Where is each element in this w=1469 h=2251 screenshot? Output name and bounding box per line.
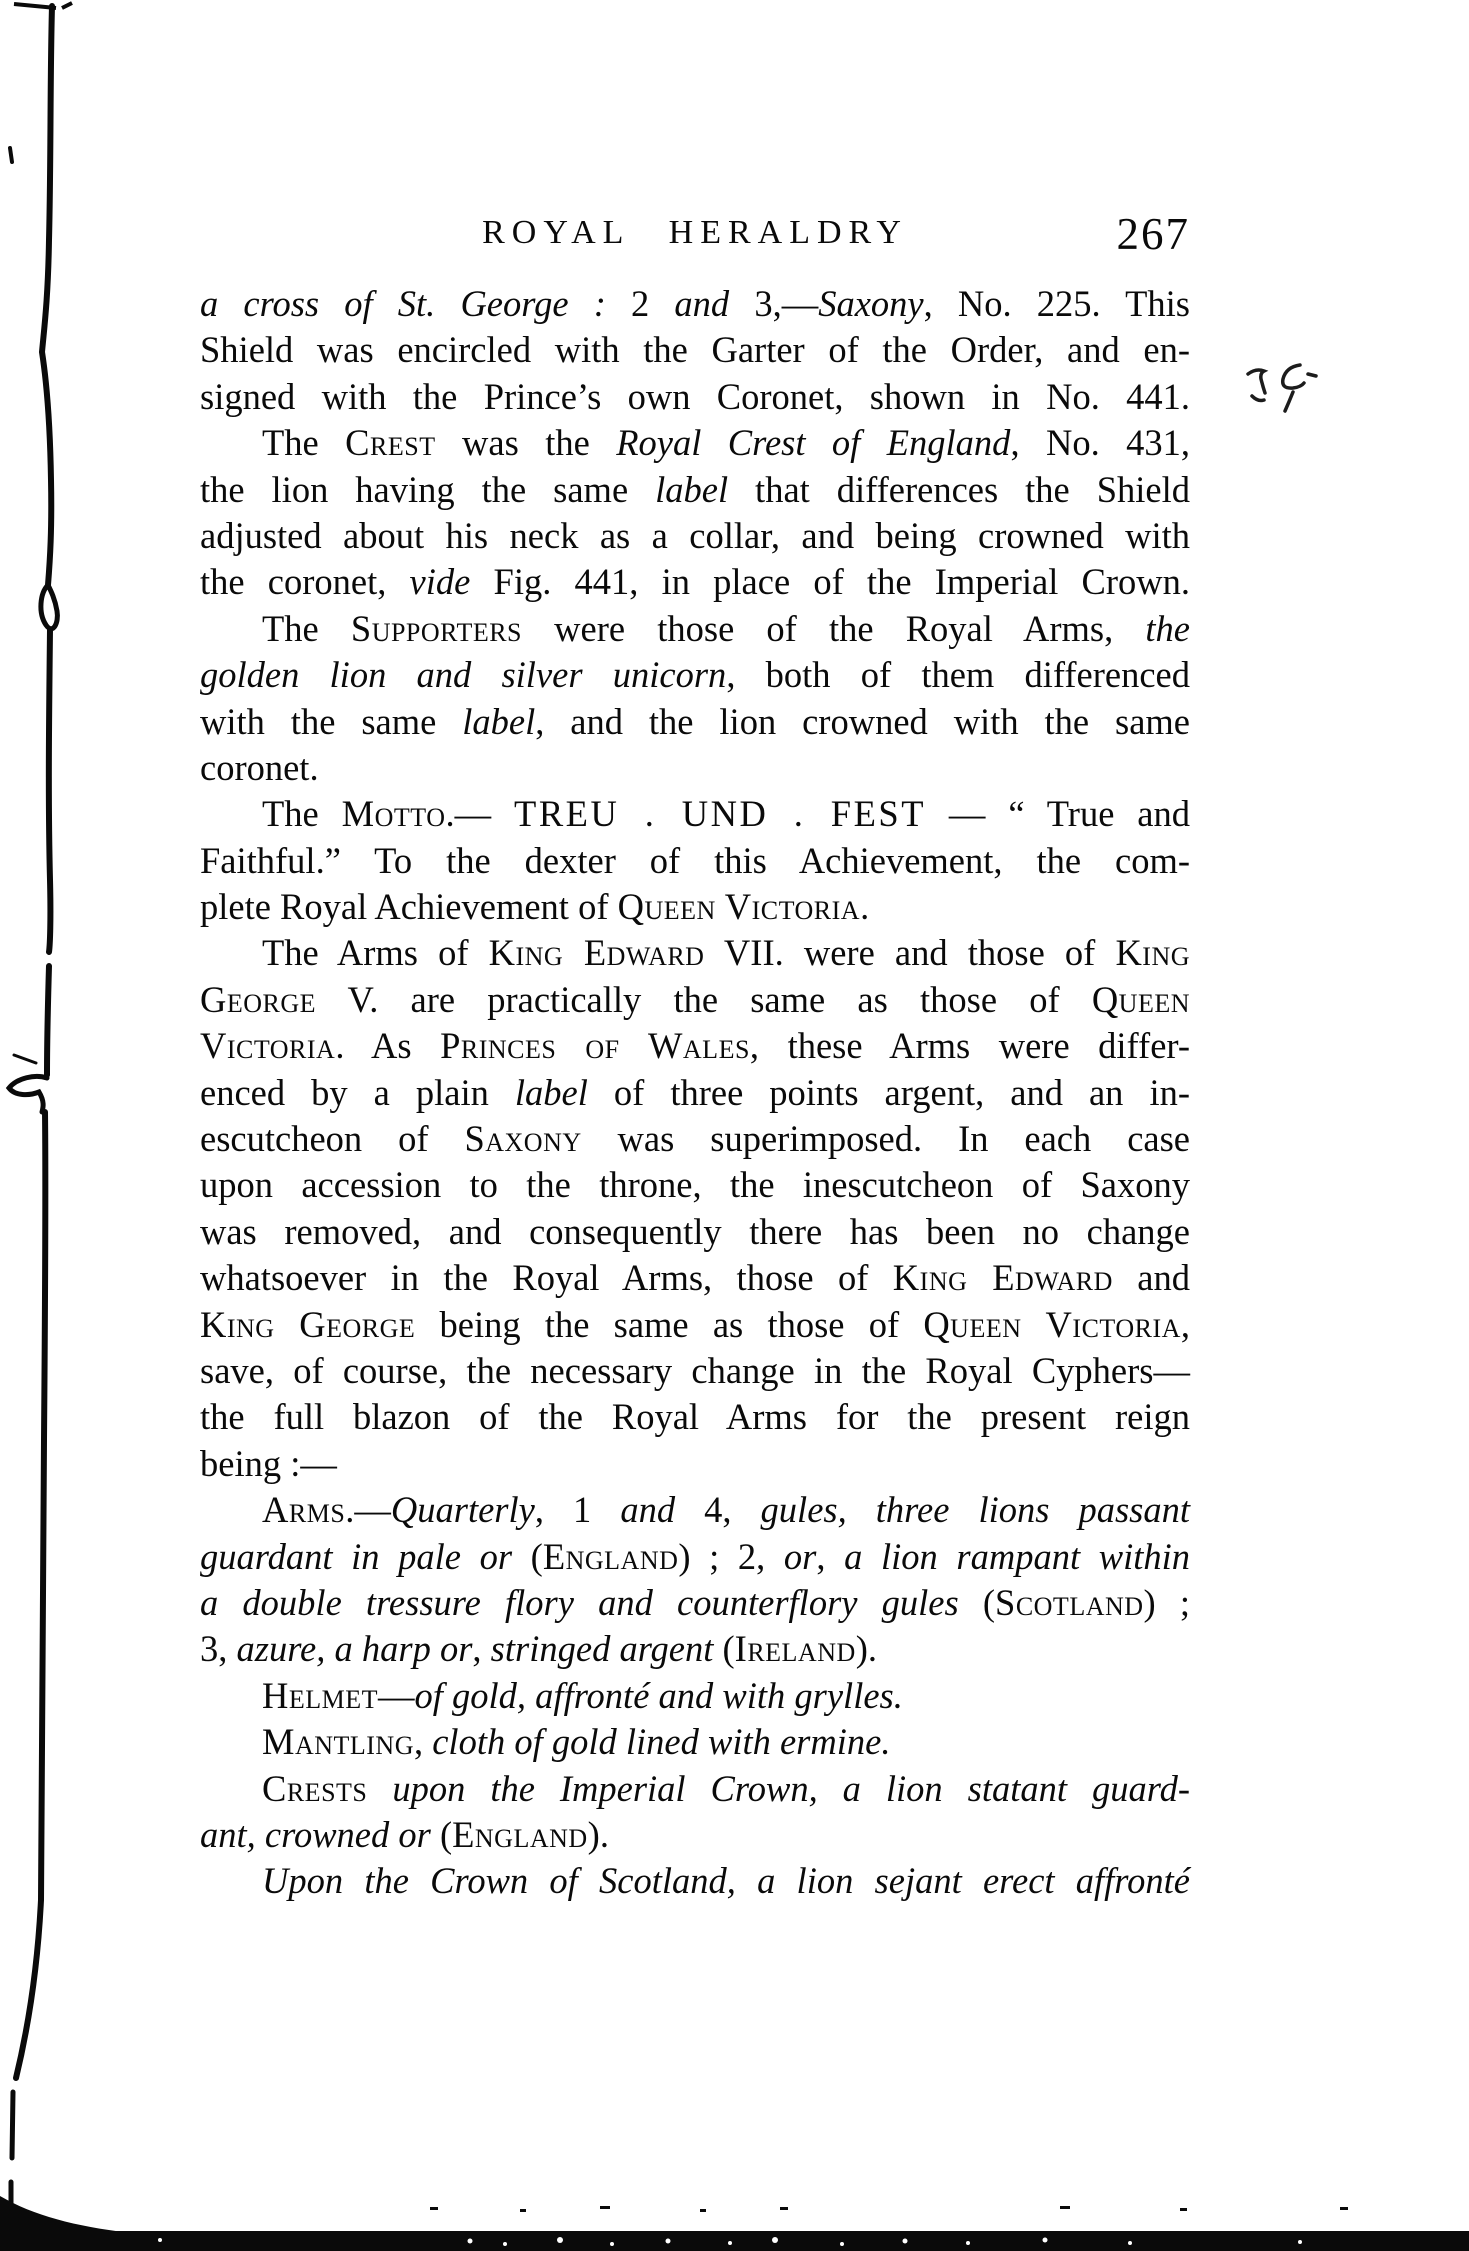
text-line: a double tressure flory and counterflory gules (Scotland) ; (200, 1581, 1190, 1623)
text-line: Mantling, cloth of gold lined with ermine. (262, 1721, 891, 1763)
text-line: whatsoever in the Royal Arms, those of King Edward and (200, 1257, 1190, 1299)
text-line: George V. are practically the same as those of Queen (200, 978, 1190, 1020)
text-line: 3, azure, a harp or, stringed argent (Ireland). (200, 1628, 878, 1670)
text-line: the full blazon of the Royal Arms for the present reign (200, 1396, 1190, 1438)
text-line: plete Royal Achievement of Queen Victoria. (200, 886, 870, 928)
page-number: 267 (1116, 209, 1190, 259)
bottom-scan-bar (0, 2196, 1469, 2251)
text-line: Victoria. As Princes of Wales, these Arms were differ- (200, 1025, 1190, 1067)
text-line: the lion having the same label that differences the Shield (200, 468, 1190, 510)
text-line: the coronet, vide Fig. 441, in place of the Imperial Crown. (200, 561, 1191, 603)
text-line: escutcheon of Saxony was superimposed. In each case (200, 1118, 1190, 1160)
text-block (200, 281, 1190, 1905)
text-line: coronet. (200, 746, 319, 788)
text-line: Shield was encircled with the Garter of the Order, and en- (200, 329, 1190, 371)
text-line: signed with the Prince’s own Coronet, shown in No. 441. (200, 375, 1190, 417)
text-line: Faithful.” To the dexter of this Achievement, the com- (200, 839, 1190, 881)
text-line: upon accession to the throne, the inescutcheon of Saxony (200, 1164, 1190, 1206)
pencil-annotation (1248, 365, 1316, 411)
text-line: Crests upon the Imperial Crown, a lion statant guard- (262, 1767, 1190, 1809)
text-line: save, of course, the necessary change in the Royal Cyphers— (200, 1349, 1190, 1391)
text-line: being :— (200, 1442, 337, 1484)
text-line: golden lion and silver unicorn, both of them differenced (200, 654, 1191, 696)
text-line: Helmet—of gold, affronté and with grylles. (262, 1674, 903, 1716)
text-line: The Arms of King Edward VII. were and those of King (262, 932, 1191, 974)
text-line: ant, crowned or (England). (200, 1813, 609, 1855)
text-line: Upon the Crown of Scotland, a lion sejant erect affronté (262, 1860, 1190, 1902)
text-line: King George being the same as those of Queen Victoria, (200, 1303, 1191, 1345)
text-line: adjusted about his neck as a collar, and being crowned with (200, 514, 1190, 556)
gutter-scan-line-icon (9, 6, 57, 2206)
text-line: enced by a plain label of three points argent, and an in- (200, 1071, 1190, 1113)
text-line: with the same label, and the lion crowned with the same (200, 700, 1191, 742)
text-line: Arms.—Quarterly, 1 and 4, gules, three lions passant (262, 1489, 1191, 1531)
text-line: The Crest was the Royal Crest of England, No. 431, (262, 422, 1191, 464)
running-title: ROYAL HERALDRY (482, 214, 908, 251)
text-line: was removed, and consequently there has been no change (200, 1210, 1190, 1252)
text-line: a cross of St. George : 2 and 3,—Saxony, No. 225. This (200, 283, 1191, 324)
text-line: The Supporters were those of the Royal Arms, the (262, 607, 1190, 649)
text-line: guardant in pale or (England) ; 2, or, a lion rampant within (200, 1535, 1191, 1577)
page-edge-top-cap (14, 3, 72, 8)
text-line: The Motto.— TREU . UND . FEST — “ True and (262, 793, 1191, 835)
